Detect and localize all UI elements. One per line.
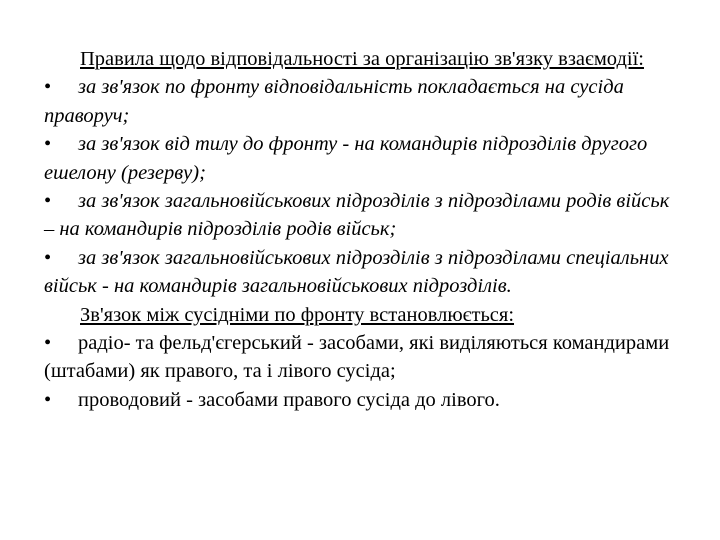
page-title: Правила щодо відповідальності за організацію зв'язку взаємодії: [80, 48, 644, 70]
bullet-icon: • [44, 190, 52, 213]
bullet-icon: • [44, 332, 52, 355]
responsibility-item-text: за зв'язок по фронту відповідальність покладається на сусіда праворуч; [44, 76, 624, 127]
bullet-icon: • [44, 246, 52, 269]
method-item-text: радіо- та фельд'єгерський - засобами, які виділяються командирами (штабами) як правого, та і лівого сусіда; [44, 332, 670, 383]
bullet-icon: • [44, 388, 52, 411]
responsibility-item-text: за зв'язок від тилу до фронту - на командирів підрозділів другого ешелону (резерву); [44, 133, 648, 184]
method-item-text: проводовий - засобами правого сусіда до лівого. [78, 388, 500, 411]
section-subheading: Зв'язок між сусідніми по фронту встановлюється: [80, 303, 515, 326]
responsibility-item-text: за зв'язок загальновійськових підрозділів з підрозділами родів військ – на командирів підрозділів родів військ; [44, 190, 670, 241]
bullet-icon: • [44, 76, 52, 99]
responsibility-item-special [44, 244, 674, 301]
responsibility-item-rear [44, 130, 674, 187]
bullet-icon: • [44, 133, 52, 156]
responsibility-item-front [44, 73, 674, 130]
slide-content [44, 45, 674, 414]
method-item-radio [44, 329, 674, 386]
method-item-wired [44, 386, 674, 414]
responsibility-item-branches [44, 187, 674, 244]
responsibility-item-text: за зв'язок загальновійськових підрозділів з підрозділами спеціальних військ - на командирів загальновійськових підрозділів. [44, 246, 669, 298]
